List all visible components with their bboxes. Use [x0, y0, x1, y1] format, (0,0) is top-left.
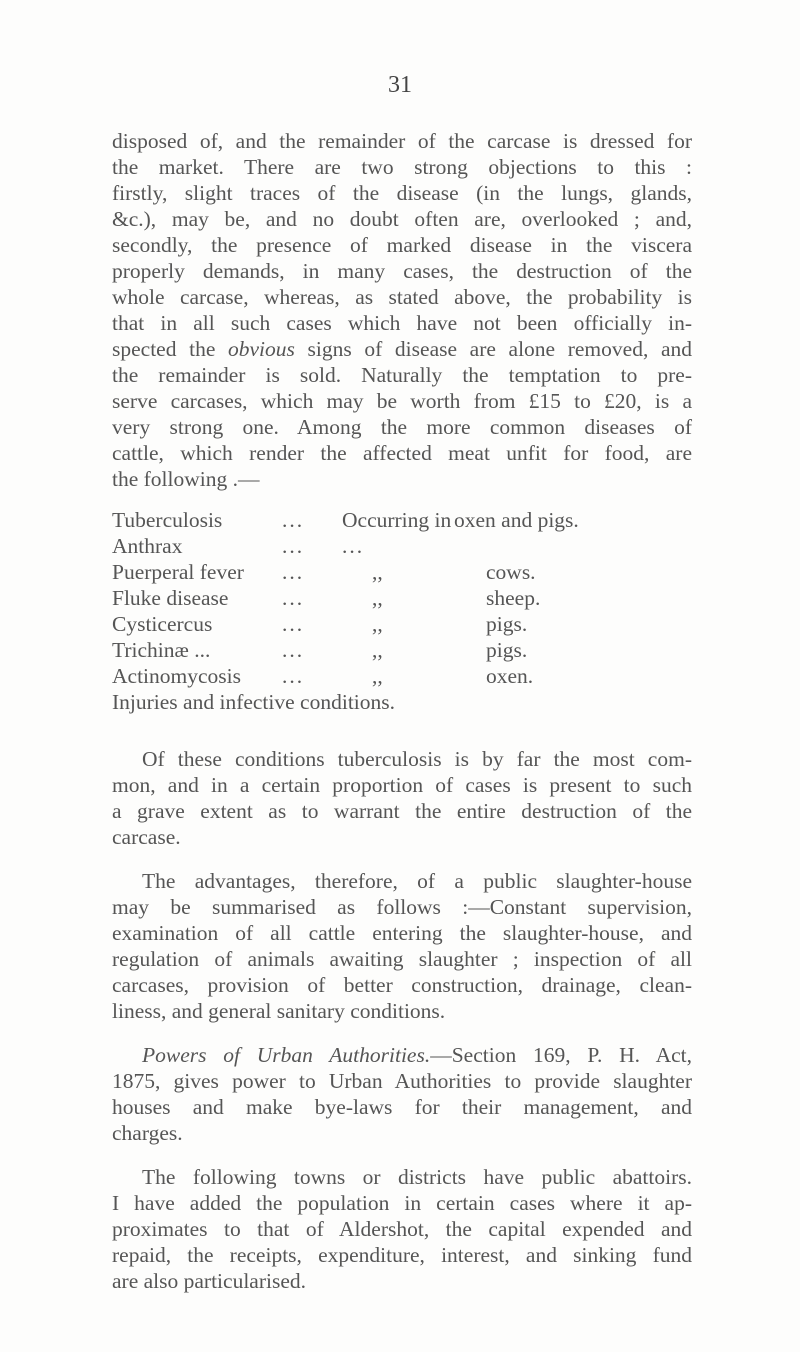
- text-line: the remainder is sold. Naturally the temptation to pre-: [112, 363, 692, 387]
- text-line: the market. There are two strong objections to this :: [112, 155, 692, 179]
- leader-dots: ...: [282, 534, 305, 558]
- leader-dots: ...: [282, 560, 305, 584]
- text-line: carcase.: [112, 825, 181, 849]
- text-fragment: signs of disease are alone removed, and: [307, 337, 692, 361]
- text-line: properly demands, in many cases, the destruction of the: [112, 259, 692, 283]
- text-line: may be summarised as follows :—Constant supervision,: [112, 895, 692, 919]
- ditto-mark: ,,: [372, 612, 383, 636]
- leader-dots: ...: [282, 638, 305, 662]
- leader-dots: ...: [282, 612, 305, 636]
- animal-text: cows.: [486, 560, 536, 584]
- text-line: The following towns or districts have public abattoirs.: [142, 1165, 692, 1189]
- disease-name: Tuberculosis: [112, 508, 223, 532]
- paragraph-1: [112, 128, 692, 492]
- text-line: disposed of, and the remainder of the carcase is dressed for: [112, 129, 692, 153]
- text-line: [112, 336, 692, 362]
- text-line: very strong one. Among the more common diseases of: [112, 415, 692, 439]
- occurring-text: Occurring in: [342, 508, 452, 532]
- text-line: cattle, which render the affected meat unfit for food, are: [112, 441, 692, 465]
- text-line: that in all such cases which have not been officially in-: [112, 311, 692, 335]
- disease-name: Fluke disease: [112, 586, 229, 610]
- disease-name: Anthrax: [112, 534, 183, 558]
- disease-name: Puerperal fever: [112, 560, 244, 584]
- leader-dots: ...: [282, 586, 305, 610]
- table-footer: Injuries and infective conditions.: [112, 690, 396, 714]
- italic-word: obvious: [228, 337, 295, 361]
- text-line: houses and make bye-laws for their management, and: [112, 1095, 692, 1119]
- animal-text: sheep.: [486, 586, 541, 610]
- text-line: repaid, the receipts, expenditure, interest, and sinking fund: [112, 1243, 692, 1267]
- leader-dots: ...: [282, 508, 305, 532]
- disease-name: Trichinæ ...: [112, 638, 211, 662]
- paragraph-5: [112, 1164, 692, 1294]
- text-line: firstly, slight traces of the disease (in the lungs, glands,: [112, 181, 692, 205]
- animal-text: pigs.: [486, 612, 528, 636]
- text-line: &c.), may be, and no doubt often are, overlooked ; and,: [112, 207, 692, 231]
- paragraph-2: [112, 746, 692, 850]
- disease-name: Cysticercus: [112, 612, 213, 636]
- text-line: mon, and in a certain proportion of cases is present to such: [112, 773, 692, 797]
- text-line: [112, 1042, 692, 1068]
- text-line: whole carcase, whereas, as stated above, the probability is: [112, 285, 692, 309]
- occurring-text: ...: [342, 534, 365, 558]
- text-line: proximates to that of Aldershot, the capital expended and: [112, 1217, 692, 1241]
- disease-name: Actinomycosis: [112, 664, 241, 688]
- ditto-mark: ,,: [372, 638, 383, 662]
- text-line: I have added the population in certain cases where it ap-: [112, 1191, 692, 1215]
- leader-dots: ...: [282, 664, 305, 688]
- text-line: carcases, provision of better construction, drainage, clean-: [112, 973, 692, 997]
- ditto-mark: ,,: [372, 664, 383, 688]
- text-line: a grave extent as to warrant the entire destruction of the: [112, 799, 692, 823]
- ditto-mark: ,,: [372, 560, 383, 584]
- text-line: are also particularised.: [112, 1269, 307, 1293]
- text-line: 1875, gives power to Urban Authorities to provide slaughter: [112, 1069, 692, 1093]
- paragraph-4: [112, 1042, 692, 1146]
- text-fragment: spected the: [112, 337, 216, 361]
- animal-text: oxen.: [486, 664, 534, 688]
- text-line: the following .—: [112, 467, 260, 491]
- text-line: Of these conditions tuberculosis is by far the most com-: [142, 747, 692, 771]
- text-line: charges.: [112, 1121, 183, 1145]
- text-line: The advantages, therefore, of a public slaughter-house: [142, 869, 692, 893]
- animal-text: oxen and pigs.: [454, 508, 579, 532]
- paragraph-3: [112, 868, 692, 1024]
- text-line: liness, and general sanitary conditions.: [112, 999, 446, 1023]
- text-line: regulation of animals awaiting slaughter ; inspection of all: [112, 947, 692, 971]
- text-line: secondly, the presence of marked disease in the viscera: [112, 233, 692, 257]
- page-number: 31: [388, 72, 412, 98]
- animal-text: pigs.: [486, 638, 528, 662]
- text-fragment: —Section 169, P. H. Act,: [430, 1043, 692, 1067]
- italic-heading: Powers of Urban Authorities.: [142, 1043, 431, 1067]
- ditto-mark: ,,: [372, 586, 383, 610]
- text-line: examination of all cattle entering the slaughter-house, and: [112, 921, 692, 945]
- text-line: serve carcases, which may be worth from £15 to £20, is a: [112, 389, 692, 413]
